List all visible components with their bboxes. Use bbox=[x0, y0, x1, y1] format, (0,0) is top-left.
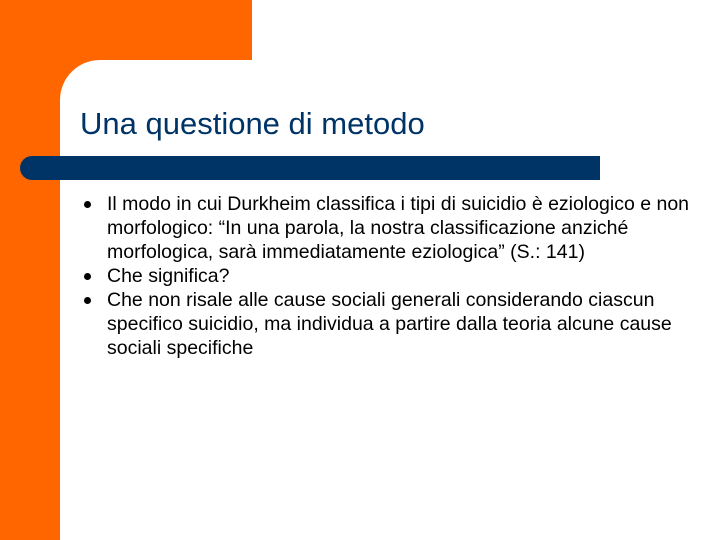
bullet-text: Il modo in cui Durkheim classifica i tipi di suicidio è eziologico e non morfologico: “In una parola, la nostra classificazione anziché morfologica, sarà immediatamente eziologica” (S.: 141) bbox=[107, 193, 690, 263]
title-underline-bar bbox=[20, 156, 600, 180]
bullet-text: Che significa? bbox=[107, 265, 230, 287]
bullet-dot-icon bbox=[84, 297, 91, 304]
slide-title: Una questione di metodo bbox=[80, 106, 425, 141]
bullet-item-durkheim bbox=[80, 192, 690, 264]
bullet-dot-icon bbox=[84, 201, 91, 208]
orange-left-stripe bbox=[0, 0, 60, 540]
bullet-item-question bbox=[80, 264, 690, 288]
bullet-text: Che non risale alle cause sociali generali considerando ciascun specifico suicidio, ma individua a partire dalla teoria alcune cause sociali specifiche bbox=[107, 289, 672, 359]
bullet-item-answer bbox=[80, 288, 690, 360]
bullet-list bbox=[80, 192, 690, 360]
bullet-dot-icon bbox=[84, 273, 91, 280]
